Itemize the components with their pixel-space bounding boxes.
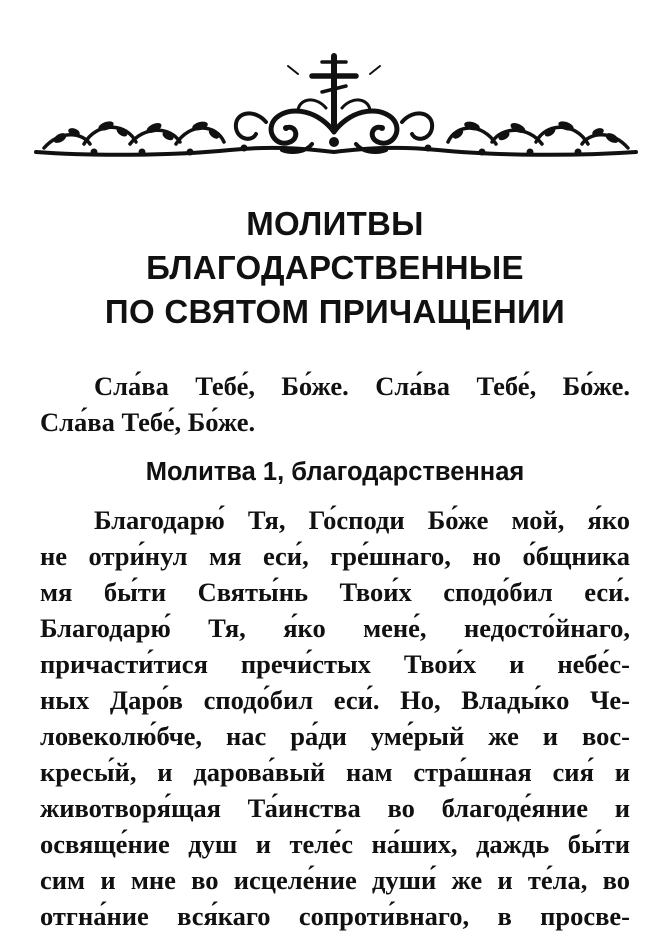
doxology-line: Сла́ва Тебе́, Бо́же. — [40, 407, 256, 437]
prayer-line: ловеколю́бче, нас ра́ди уме́рый же и вос- — [40, 721, 630, 751]
prayer-line: причасти́тися пречи́стых Твои́х и небе́с- — [40, 649, 630, 679]
prayer-body — [40, 502, 630, 934]
prayer-line: мя бы́ти Святы́нь Твои́х сподо́бил еси́. — [40, 577, 630, 607]
title-line: МОЛИТВЫ — [246, 205, 424, 242]
prayer-line: отгна́ние вся́каго сопроти́внаго, в просве- — [40, 901, 630, 931]
doxology-line: Сла́ва Тебе́, Бо́же. Сла́ва Тебе́, Бо́же. — [94, 371, 630, 401]
title-line: БЛАГОДАРСТВЕННЫЕ — [146, 249, 524, 286]
cross-ornament-icon — [30, 52, 642, 170]
prayer-line: освяще́ние душ и теле́с на́ших, даждь бы́ти — [40, 829, 630, 859]
page-title — [0, 202, 670, 334]
prayer-line: животворя́щая Та́инства во благоде́яние и — [40, 793, 630, 823]
prayer-line: не отри́нул мя еси́, гре́шнаго, но о́бщника — [40, 541, 630, 571]
prayer-heading: Молитва 1, благодарственная — [145, 458, 525, 486]
title-line: ПО СВЯТОМ ПРИЧАЩЕНИИ — [104, 293, 566, 330]
prayer-line: сим и мне во исцеле́ние души́ же и те́ла, во — [40, 865, 630, 895]
prayer-line: кресы́й, и дарова́вый нам стра́шная сия́ и — [40, 757, 630, 787]
doxology-paragraph — [40, 368, 630, 440]
prayer-line: Благодарю́ Тя, я́ко мене́, недосто́йнаго, — [40, 613, 630, 643]
prayer-line: ных Даро́в сподо́бил еси́. Но, Влады́ко Че- — [40, 685, 630, 715]
prayer-line: Благодарю́ Тя, Го́споди Бо́же мой, я́ко — [94, 505, 630, 535]
